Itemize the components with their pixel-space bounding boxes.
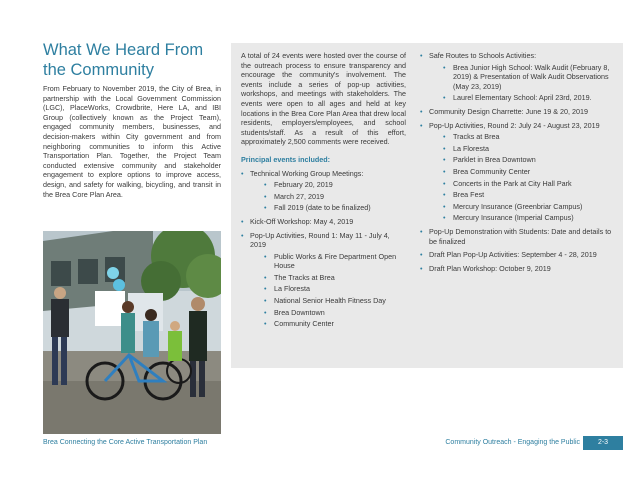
event-subitem: • The Tracks at Brea [250, 273, 406, 283]
event-subitem: • Parklet in Brea Downtown [429, 155, 615, 165]
event-item [241, 217, 406, 227]
event-item-text: Draft Plan Pop-Up Activities: September 4 - 28, 2019 [429, 250, 597, 260]
event-item [241, 231, 406, 329]
event-subitem: • Mercury Insurance (Greenbriar Campus) [429, 202, 615, 212]
event-subitem: • February 20, 2019 [250, 180, 406, 190]
events-list-right [420, 51, 615, 273]
event-item [241, 169, 406, 213]
event-sublist [250, 180, 406, 213]
event-subitem: • Mercury Insurance (Imperial Campus) [429, 213, 615, 223]
event-item [420, 264, 615, 274]
events-column-left [241, 51, 406, 333]
title-line-1: What We Heard From [43, 41, 204, 59]
event-subitem: • National Senior Health Fitness Day [250, 296, 406, 306]
page-number: 2-3 [583, 436, 623, 450]
event-subitem: • Brea Junior High School: Walk Audit (February 8, 2019) & Presentation of Walk Audit Observations (May 23, 2019) [429, 63, 615, 92]
outreach-paragraph: A total of 24 events were hosted over the course of the outreach process to ensure transparency and encourage the community's involvement. The events include a series of pop-up activities, workshops, and meetings with stakeholders. The events were open to all ages and held at key locations in the Brea Core Plan Area that drew local residents, employers/employees, and school students/staff. As a result of this effort, approximately 2,500 comments were received. [241, 51, 406, 147]
event-subitem: • March 27, 2019 [250, 192, 406, 202]
event-subitem: • Community Center [250, 319, 406, 329]
event-item-text: Draft Plan Workshop: October 9, 2019 [429, 263, 551, 273]
event-item [420, 227, 615, 246]
event-item-text: Pop-Up Activities, Round 1: May 11 - July 4, 2019 [250, 230, 390, 250]
title-line-2: the Community [43, 61, 154, 79]
event-item [420, 51, 615, 103]
event-sublist [429, 63, 615, 103]
event-item-text: Safe Routes to Schools Activities: [429, 51, 537, 60]
event-subitem: • Concerts in the Park at City Hall Park [429, 179, 615, 189]
event-item-text: Pop-Up Demonstration with Students: Date and details to be finalized [429, 226, 612, 246]
event-subitem: • Brea Community Center [429, 167, 615, 177]
event-item [420, 121, 615, 223]
event-subitem: • Tracks at Brea [429, 132, 615, 142]
event-item-text: Technical Working Group Meetings: [250, 168, 364, 178]
intro-paragraph: From February to November 2019, the City of Brea, in partnership with the Local Government Commission (LGC), PlaceWorks, Crowdbrite, Here LA, and IBI Group (collectively known as the Project Team), engaged community members, businesses, and decision-makers within City government and from neighboring communities to inform this Active Transportation Plan. Together, the Project Team conducted extensive community and stakeholder engagement to explore options to improve access, design, and safety for walking, bicycling, and transit in the Brea Core Plan Area. [43, 84, 221, 199]
event-item-text: Kick-Off Workshop: May 4, 2019 [250, 216, 354, 226]
event-subitem: • Laurel Elementary School: April 23rd, 2019. [429, 93, 615, 103]
event-item [420, 250, 615, 260]
event-sublist [250, 252, 406, 329]
event-subitem: • Brea Fest [429, 190, 615, 200]
page-title [43, 40, 223, 80]
event-subitem: • Fall 2019 (date to be finalized) [250, 203, 406, 213]
event-item [420, 107, 615, 117]
event-subitem: • Brea Downtown [250, 308, 406, 318]
event-sublist [429, 132, 615, 223]
event-item-text: Community Design Charrette: June 19 & 20, 2019 [429, 106, 589, 116]
events-column-right [420, 51, 615, 277]
event-photo [43, 231, 221, 434]
event-subitem: • La Floresta [250, 284, 406, 294]
event-subitem: • La Floresta [429, 144, 615, 154]
events-list-left [241, 169, 406, 329]
footer-document-title: Brea Connecting the Core Active Transportation Plan [43, 439, 208, 446]
principal-events-heading: Principal events included: [241, 154, 331, 164]
footer-section-title: Community Outreach - Engaging the Public [445, 439, 580, 446]
event-item-text: Pop-Up Activities, Round 2: July 24 - August 23, 2019 [429, 120, 600, 130]
event-subitem: • Public Works & Fire Department Open House [250, 252, 406, 271]
